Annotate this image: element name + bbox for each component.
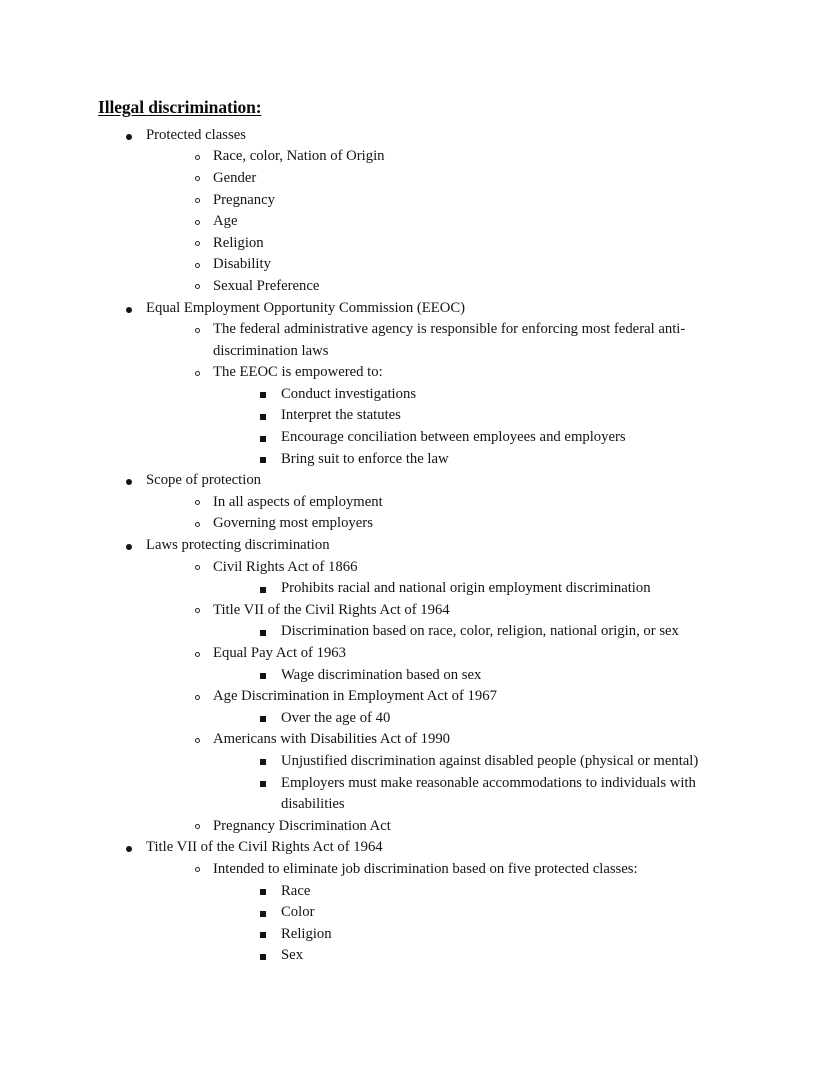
outline-item-text: Religion bbox=[213, 234, 264, 251]
outline-item-level-1 bbox=[126, 535, 828, 837]
outline-item-text: The EEOC is empowered to: bbox=[213, 364, 383, 381]
outline-item-text: Equal Pay Act of 1963 bbox=[213, 645, 346, 661]
outline-item-level-3 bbox=[260, 881, 828, 903]
outline-item-text: Equal Employment Opportunity Commission (EEOC) bbox=[146, 299, 466, 316]
outline-sublist bbox=[213, 708, 828, 730]
outline-item-text: Laws protecting discrimination bbox=[146, 537, 330, 554]
outline-item-text: Sexual Preference bbox=[213, 277, 320, 294]
outline-item-text: Bring suit to enforce the law bbox=[281, 450, 449, 467]
outline-item-level-2 bbox=[195, 276, 828, 298]
outline-item-level-3 bbox=[260, 773, 828, 816]
outline-sublist bbox=[213, 665, 828, 687]
outline-item-level-1 bbox=[126, 837, 828, 967]
outline-item-level-1 bbox=[126, 298, 828, 471]
outline-item-level-2 bbox=[195, 146, 828, 168]
outline-item-text: Wage discrimination based on sex bbox=[281, 666, 482, 683]
outline-item-level-2 bbox=[195, 211, 828, 233]
outline-sublist bbox=[213, 621, 828, 643]
outline-item-text: Unjustified discrimination against disabled people (physical or mental) bbox=[281, 752, 699, 769]
outline-item-level-2 bbox=[195, 513, 828, 535]
outline-item-text: Race bbox=[281, 882, 311, 899]
outline-item-level-2 bbox=[195, 686, 828, 729]
outline-item-level-2 bbox=[195, 254, 828, 276]
outline-sublist bbox=[146, 492, 828, 535]
outline-item-text: Pregnancy Discrimination Act bbox=[213, 817, 391, 834]
outline-item-level-1 bbox=[126, 470, 828, 535]
outline-sublist bbox=[146, 146, 828, 297]
outline-item-text: Color bbox=[281, 904, 315, 921]
outline-list bbox=[0, 125, 828, 967]
outline-item-text: Title VII of the Civil Rights Act of 1964 bbox=[146, 839, 383, 856]
outline-item-level-2 bbox=[195, 643, 828, 686]
outline-item-level-2 bbox=[195, 319, 828, 362]
outline-item-text: Religion bbox=[281, 925, 332, 942]
outline-item-level-2 bbox=[195, 362, 828, 470]
outline-item-level-2 bbox=[195, 600, 828, 643]
outline-item-level-2 bbox=[195, 859, 828, 967]
outline-item-level-2 bbox=[195, 233, 828, 255]
outline-item-text: In all aspects of employment bbox=[213, 493, 383, 510]
outline-item-level-3 bbox=[260, 449, 828, 471]
outline-item-text: Americans with Disabilities Act of 1990 bbox=[213, 731, 451, 748]
outline-sublist bbox=[146, 557, 828, 838]
outline-item-level-2 bbox=[195, 729, 828, 815]
outline-sublist bbox=[213, 751, 828, 816]
outline-item-level-2 bbox=[195, 492, 828, 514]
page-title: Illegal discrimination: bbox=[98, 97, 262, 117]
outline-item-text: Encourage conciliation between employees and employers bbox=[281, 429, 626, 446]
outline-item-level-3 bbox=[260, 578, 828, 600]
outline-item-level-3 bbox=[260, 665, 828, 687]
outline-item-level-3 bbox=[260, 945, 828, 967]
outline-item-level-3 bbox=[260, 902, 828, 924]
outline-item-level-3 bbox=[260, 384, 828, 406]
outline-item-text: Interpret the statutes bbox=[281, 407, 401, 424]
outline-item-text: Sex bbox=[281, 947, 304, 964]
outline-item-text: The federal administrative agency is responsible for enforcing most federal anti-discrimination laws bbox=[213, 321, 686, 359]
outline-item-text: Over the age of 40 bbox=[281, 709, 391, 726]
outline-item-text: Discrimination based on race, color, religion, national origin, or sex bbox=[281, 623, 679, 640]
outline-item-text: Employers must make reasonable accommodations to individuals with disabilities bbox=[281, 774, 696, 813]
outline-sublist bbox=[213, 881, 828, 967]
outline-item-text: Disability bbox=[213, 256, 271, 273]
outline-item-text: Gender bbox=[213, 169, 257, 186]
outline-item-level-3 bbox=[260, 427, 828, 449]
outline-item-text: Protected classes bbox=[146, 126, 246, 143]
outline-item-level-3 bbox=[260, 924, 828, 946]
outline-item-level-1 bbox=[126, 125, 828, 298]
outline-item-text: Conduct investigations bbox=[281, 385, 417, 402]
outline-sublist bbox=[213, 578, 828, 600]
outline-item-text: Scope of protection bbox=[146, 472, 262, 489]
outline-item-level-2 bbox=[195, 190, 828, 212]
outline-item-text: Civil Rights Act of 1866 bbox=[213, 558, 358, 575]
outline-item-text: Pregnancy bbox=[213, 191, 275, 208]
outline-item-level-2 bbox=[195, 168, 828, 190]
outline-item-text: Race, color, Nation of Origin bbox=[213, 148, 385, 165]
outline-item-level-3 bbox=[260, 621, 828, 643]
outline-item-level-2 bbox=[195, 816, 828, 838]
outline-item-level-3 bbox=[260, 708, 828, 730]
outline-item-text: Title VII of the Civil Rights Act of 1964 bbox=[213, 601, 450, 618]
outline-item-text: Governing most employers bbox=[213, 515, 373, 532]
outline-item-level-2 bbox=[195, 557, 828, 600]
outline-item-text: Age Discrimination in Employment Act of 1967 bbox=[213, 688, 497, 705]
outline-sublist bbox=[146, 319, 828, 470]
outline-sublist bbox=[213, 384, 828, 470]
outline-item-text: Intended to eliminate job discrimination based on five protected classes: bbox=[213, 860, 638, 877]
outline-sublist bbox=[146, 859, 828, 967]
outline-item-text: Age bbox=[213, 213, 238, 230]
outline-item-level-3 bbox=[260, 751, 828, 773]
outline-item-level-3 bbox=[260, 405, 828, 427]
outline-item-text: Prohibits racial and national origin employment discrimination bbox=[281, 580, 651, 597]
